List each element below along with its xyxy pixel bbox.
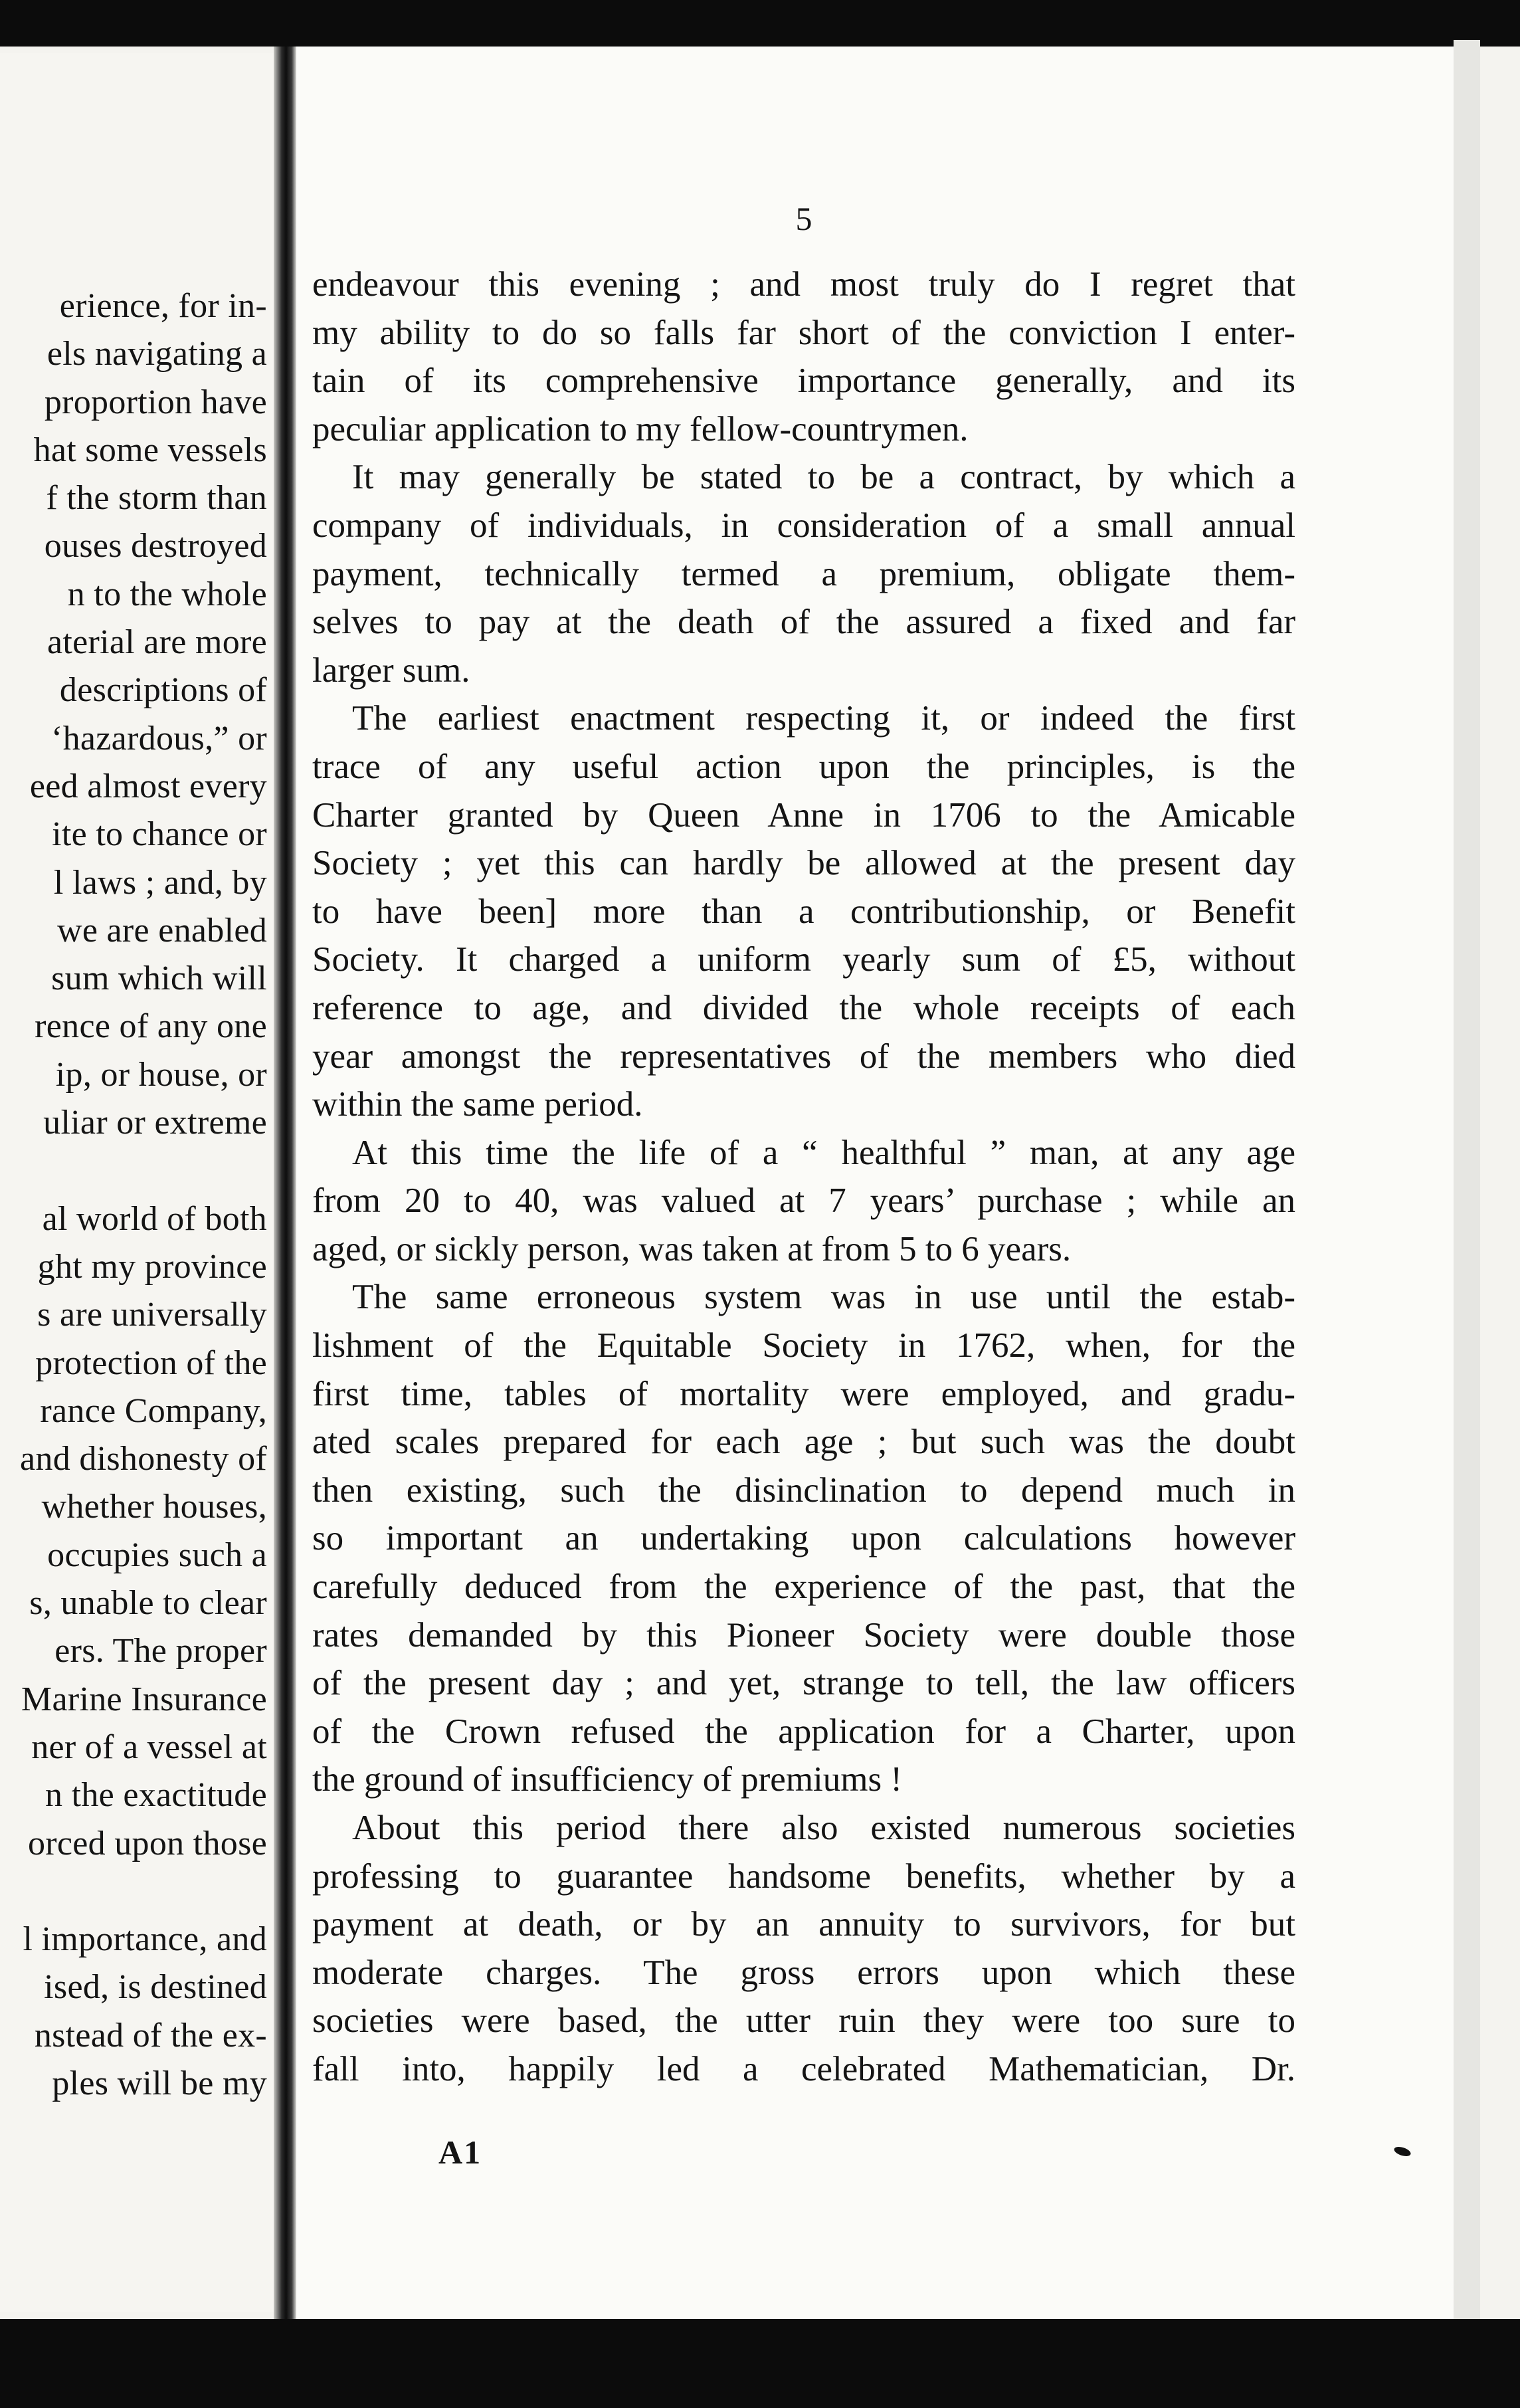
text-line: Charter granted by Queen Anne in 1706 to the Amicable (312, 795, 1295, 835)
left-page-line: erience, for in- (59, 287, 267, 325)
text-line: the ground of insufficiency of premiums ! (312, 1760, 903, 1799)
text-line: so important an undertaking upon calculations however (312, 1519, 1295, 1558)
text-line: Society ; yet this can hardly be allowed at the present day (312, 844, 1295, 883)
left-page-line: orced upon those (27, 1824, 267, 1862)
left-page-line: rence of any one (35, 1007, 267, 1046)
text-line: of the Crown refused the application for a Charter, upon (312, 1712, 1295, 1751)
text-line: my ability to do so falls far short of the conviction I enter- (312, 313, 1295, 352)
left-page-line: s are universally (37, 1296, 267, 1334)
text-line: It may generally be stated to be a contract, by which a (352, 458, 1295, 497)
text-line: tain of its comprehensive importance generally, and its (312, 361, 1295, 401)
left-page-line: nstead of the ex- (34, 2016, 267, 2055)
left-page (0, 53, 279, 2312)
left-page-line: and dishonesty of (20, 1440, 267, 1478)
text-line: societies were based, the utter ruin they were too sure to (312, 2001, 1295, 2041)
text-line: endeavour this evening ; and most truly do I regret that (312, 265, 1295, 304)
text-line: reference to age, and divided the whole receipts of each (312, 988, 1295, 1027)
left-page-line: ip, or house, or (55, 1055, 267, 1094)
left-page-line: ght my province (37, 1247, 267, 1286)
text-line: of the present day ; and yet, strange to tell, the law officers (312, 1664, 1295, 1703)
page-edge-shadow (1454, 40, 1480, 2326)
left-page-line: proportion have (44, 383, 267, 421)
text-line: year amongst the representatives of the members who died (312, 1037, 1295, 1076)
text-line: At this time the life of a “ healthful ” man, at any age (352, 1133, 1295, 1172)
left-page-line: sum which will (51, 959, 267, 998)
left-page-line: l importance, and (23, 1920, 267, 1959)
text-line: first time, tables of mortality were employed, and gradu- (312, 1374, 1295, 1413)
text-line: ated scales prepared for each age ; but such was the doubt (312, 1423, 1295, 1462)
text-line: About this period there also existed numerous societies (352, 1809, 1295, 1847)
left-page-line: hat some vessels (33, 431, 267, 469)
text-line: lishment of the Equitable Society in 1762, when, for the (312, 1326, 1295, 1365)
text-line: trace of any useful action upon the principles, is the (312, 747, 1295, 786)
text-line: payment at death, or by an annuity to survivors, for but (312, 1905, 1295, 1944)
left-page-line: ‘hazardous,” or (50, 719, 267, 757)
left-page-line: rance Company, (40, 1391, 267, 1430)
body-text (312, 260, 1295, 2094)
text-line: carefully deduced from the experience of the past, that the (312, 1567, 1295, 1607)
text-line: Society. It charged a uniform yearly sum of £5, without (312, 940, 1295, 979)
left-page-line: n the exactitude (45, 1776, 267, 1815)
left-page-line: Marine Insurance (21, 1680, 267, 1718)
signature-mark: A1 (438, 2134, 482, 2171)
left-page-line: ers. The proper (54, 1632, 267, 1670)
left-page-line: uliar or extreme (43, 1104, 267, 1142)
left-page-line: f the storm than (46, 479, 267, 518)
left-page-line: eed almost every (29, 767, 267, 805)
text-line: The same erroneous system was in use until the estab- (352, 1278, 1295, 1317)
text-line: company of individuals, in consideration of a small annual (312, 506, 1295, 545)
left-page-line: ite to chance or (52, 815, 267, 854)
left-page-line: aterial are more (47, 623, 267, 662)
left-page-line: els navigating a (47, 335, 267, 373)
left-page-line: n to the whole (67, 575, 267, 613)
text-line: professing to guarantee handsome benefits, whether by a (312, 1856, 1295, 1896)
left-page-line (0, 1147, 267, 1195)
left-page-line: ouses destroyed (44, 527, 267, 565)
left-page-line: l laws ; and, by (53, 863, 267, 902)
text-line: payment, technically termed a premium, obligate them- (312, 554, 1295, 593)
left-page-line: whether houses, (41, 1488, 267, 1526)
left-page-line: ner of a vessel at (31, 1728, 267, 1766)
text-line: peculiar application to my fellow-countrymen. (312, 409, 969, 449)
text-line: rates demanded by this Pioneer Society were double those (312, 1615, 1295, 1655)
text-line: larger sum. (312, 651, 470, 690)
left-page-line: ised, is destined (44, 1968, 267, 2007)
text-line: aged, or sickly person, was taken at from 5 to 6 years. (312, 1229, 1072, 1268)
left-page-line: protection of the (35, 1344, 267, 1382)
left-page-line: s, unable to clear (29, 1584, 267, 1623)
left-page-text (0, 282, 267, 2108)
left-page-line: ples will be my (52, 2064, 267, 2102)
left-page-line: occupies such a (47, 1536, 267, 1574)
left-page-line: descriptions of (59, 671, 267, 710)
book-gutter (274, 47, 296, 2319)
text-line: within the same period. (312, 1085, 643, 1124)
text-line: from 20 to 40, was valued at 7 years’ purchase ; while an (312, 1181, 1295, 1221)
text-line: selves to pay at the death of the assured a fixed and far (312, 603, 1295, 642)
left-page-line: al world of both (42, 1199, 267, 1238)
text-line: moderate charges. The gross errors upon which these (312, 1953, 1295, 1992)
text-line: then existing, such the disinclination to depend much in (312, 1470, 1295, 1510)
text-line: The earliest enactment respecting it, or indeed the first (352, 699, 1295, 738)
left-page-line (0, 1868, 267, 1916)
scan-bottom-edge (0, 2319, 1520, 2408)
page-number: 5 (795, 200, 812, 237)
text-line: fall into, happily led a celebrated Mathematician, Dr. (312, 2049, 1295, 2088)
text-line: to have been] more than a contributionship, or Benefit (312, 892, 1295, 931)
scan-top-edge (0, 0, 1520, 47)
left-page-line: we are enabled (57, 911, 267, 950)
